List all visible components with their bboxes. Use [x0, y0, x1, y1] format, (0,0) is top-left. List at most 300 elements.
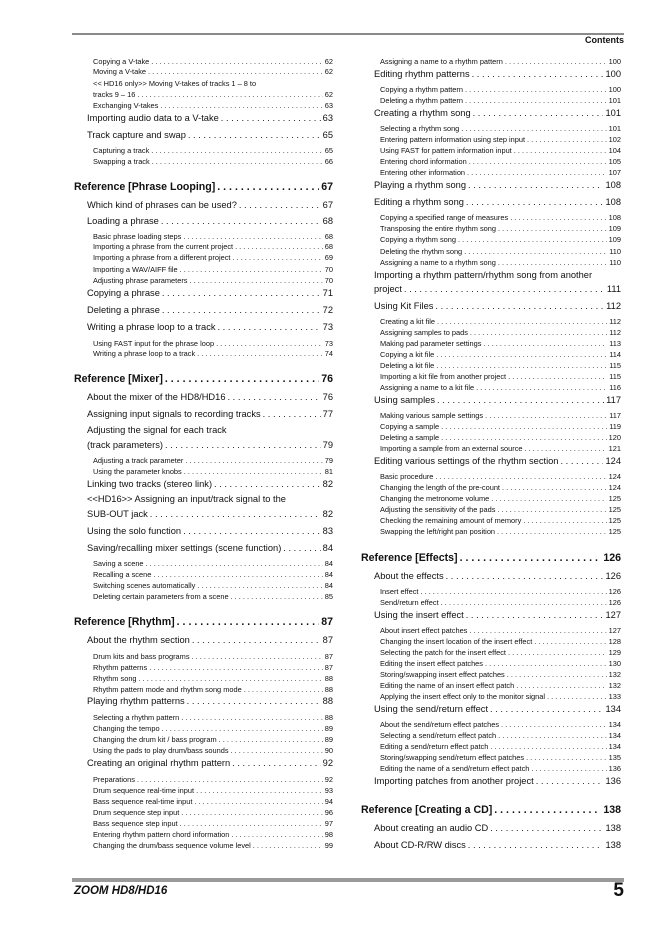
toc-leader-dots	[437, 317, 607, 326]
toc-leader-dots	[187, 696, 321, 706]
toc-entry[interactable]	[361, 527, 621, 536]
toc-entry[interactable]	[361, 157, 621, 166]
toc-entry-title: About CD-R/RW discs	[374, 839, 466, 850]
toc-entry[interactable]	[74, 265, 333, 274]
toc-leader-dots	[180, 819, 323, 828]
toc-entry-page: 102	[608, 134, 621, 144]
toc-entry-page: 65	[324, 145, 333, 155]
toc-entry[interactable]	[361, 456, 621, 466]
toc-entry-title: Using the send/return effect	[374, 703, 489, 714]
toc-entry[interactable]	[361, 692, 621, 701]
toc-entry-page: 117	[606, 394, 621, 405]
toc-entry[interactable]	[74, 494, 333, 504]
toc-entry[interactable]	[74, 685, 333, 694]
toc-entry-title: Rhythm patterns	[93, 662, 148, 672]
toc-entry[interactable]	[361, 637, 621, 646]
toc-entry-page: 125	[608, 504, 621, 514]
toc-entry[interactable]	[361, 704, 621, 714]
toc-leader-dots	[483, 339, 607, 348]
toc-entry-page: 104	[608, 145, 621, 155]
toc-entry-title: Which kind of phrases can be used?	[87, 199, 237, 210]
toc-entry-page: 77	[322, 408, 333, 419]
toc-entry[interactable]	[361, 753, 621, 762]
toc-entry[interactable]	[74, 200, 333, 210]
toc-leader-dots	[466, 610, 604, 620]
toc-leader-dots	[441, 422, 607, 431]
toc-entry-page: 126	[603, 552, 621, 565]
toc-entry-page: 109	[608, 223, 621, 233]
toc-entry[interactable]	[361, 146, 621, 155]
toc-entry-page: 107	[608, 167, 621, 177]
toc-entry-page: 128	[608, 636, 621, 646]
toc-leader-dots	[152, 157, 323, 166]
toc-entry-page: 111	[606, 283, 621, 294]
toc-entry[interactable]	[361, 213, 621, 222]
toc-entry-page: 115	[609, 360, 621, 370]
toc-entry[interactable]	[74, 181, 333, 193]
toc-entry[interactable]	[74, 146, 333, 155]
toc-entry-page: 87	[322, 634, 333, 645]
toc-entry[interactable]	[361, 247, 621, 256]
toc-entry-page: 97	[324, 818, 333, 828]
toc-entry-page: 81	[324, 466, 333, 476]
toc-entry-title: Recalling a scene	[93, 569, 152, 579]
toc-entry-title: Writing a phrase loop to a track	[87, 321, 216, 332]
toc-leader-dots	[192, 652, 323, 661]
toc-entry-page: 121	[608, 443, 621, 453]
toc-entry[interactable]	[74, 392, 333, 402]
toc-entry-title: Basic phrase loading steps	[93, 231, 182, 241]
toc-leader-dots	[501, 720, 607, 729]
toc-leader-dots	[221, 113, 321, 123]
toc-entry[interactable]	[74, 479, 333, 489]
toc-entry[interactable]	[361, 422, 621, 431]
toc-entry-title: Importing a rhythm pattern/rhythm song from another	[374, 269, 593, 280]
toc-entry-title: Importing a phrase from a different project	[93, 252, 231, 262]
toc-entry[interactable]	[361, 85, 621, 94]
toc-entry-page: 136	[605, 775, 621, 786]
toc-entry-title: Editing a send/return effect patch	[380, 741, 489, 751]
toc-entry[interactable]	[74, 232, 333, 241]
toc-leader-dots	[531, 764, 606, 773]
toc-entry[interactable]	[74, 440, 333, 450]
toc-entry-title: Editing a rhythm song	[374, 196, 464, 207]
toc-entry-page: 83	[322, 525, 333, 536]
toc-entry[interactable]	[74, 797, 333, 806]
toc-entry[interactable]	[74, 775, 333, 784]
toc-entry-page: 65	[322, 129, 333, 140]
toc-entry-page: 124	[608, 482, 621, 492]
toc-entry[interactable]	[74, 526, 333, 536]
toc-entry-title: Switching scenes automatically	[93, 580, 196, 590]
toc-entry[interactable]	[361, 444, 621, 453]
toc-entry[interactable]	[74, 349, 333, 358]
toc-entry-page: 130	[608, 658, 621, 668]
toc-entry[interactable]	[361, 804, 621, 816]
toc-leader-dots	[502, 483, 607, 492]
toc-entry-title: Reference [Creating a CD]	[361, 804, 493, 817]
toc-entry-page: 115	[609, 371, 621, 381]
toc-entry[interactable]	[74, 409, 333, 419]
toc-entry[interactable]	[74, 592, 333, 601]
toc-entry-title: Writing a phrase loop to a track	[93, 348, 196, 358]
toc-entry-title: Making pad parameter settings	[380, 338, 482, 348]
toc-entry[interactable]	[74, 276, 333, 285]
toc-entry-title: Playing rhythm patterns	[87, 695, 185, 706]
toc-entry[interactable]	[361, 571, 621, 581]
toc-entry-page: 63	[322, 112, 333, 123]
toc-entry-title: Selecting a rhythm song	[380, 123, 460, 133]
toc-entry[interactable]	[361, 681, 621, 690]
toc-entry-page: 87	[321, 616, 333, 629]
toc-leader-dots	[180, 265, 323, 274]
toc-entry[interactable]	[361, 317, 621, 326]
toc-entry[interactable]	[74, 830, 333, 839]
toc-entry-page: 82	[322, 508, 333, 519]
toc-entry[interactable]	[361, 135, 621, 144]
page-header-title: Contents	[585, 35, 624, 45]
toc-entry-page: 96	[324, 807, 333, 817]
toc-entry[interactable]	[361, 180, 621, 190]
toc-entry[interactable]	[361, 197, 621, 207]
toc-entry-title: Creating an original rhythm pattern	[87, 757, 231, 768]
toc-entry-title: About the rhythm section	[87, 634, 190, 645]
toc-entry-title: Assigning samples to pads	[380, 327, 468, 337]
toc-entry-page: 101	[605, 107, 621, 118]
toc-entry-title: Drum kits and bass programs	[93, 651, 190, 661]
toc-entry[interactable]	[74, 425, 333, 435]
toc-entry[interactable]	[74, 57, 333, 66]
toc-entry[interactable]	[74, 724, 333, 733]
toc-entry[interactable]	[361, 69, 621, 79]
toc-entry[interactable]	[74, 663, 333, 672]
toc-entry-title: Checking the remaining amount of memory	[380, 515, 522, 525]
toc-entry-title: About creating an audio CD	[374, 822, 489, 833]
toc-entry-page: 67	[321, 181, 333, 194]
toc-entry-page: 68	[324, 241, 333, 251]
toc-entry[interactable]	[74, 713, 333, 722]
toc-entry-page: 112	[609, 327, 621, 337]
toc-entry-page: 73	[324, 338, 333, 348]
toc-entry[interactable]	[361, 383, 621, 392]
toc-entry[interactable]	[74, 735, 333, 744]
toc-entry-page: 98	[324, 829, 333, 839]
toc-leader-dots	[177, 616, 320, 628]
toc-leader-dots	[497, 505, 606, 514]
toc-entry[interactable]	[74, 90, 333, 99]
toc-entry[interactable]	[361, 494, 621, 503]
toc-entry[interactable]	[74, 322, 333, 332]
toc-entry-page: 135	[608, 752, 621, 762]
toc-entry[interactable]	[74, 305, 333, 315]
toc-entry[interactable]	[74, 570, 333, 579]
toc-entry-title: (track parameters)	[87, 439, 163, 450]
toc-entry-title: Entering chord information	[380, 156, 467, 166]
toc-leader-dots	[192, 635, 321, 645]
toc-entry[interactable]	[361, 301, 621, 311]
toc-entry-page: 73	[322, 321, 333, 332]
toc-entry-title: Importing a sample from an external source	[380, 443, 523, 453]
toc-entry[interactable]	[361, 742, 621, 751]
toc-entry-title: Creating a kit file	[380, 316, 436, 326]
toc-entry[interactable]	[361, 168, 621, 177]
toc-leader-dots	[514, 146, 607, 155]
toc-leader-dots	[214, 479, 321, 489]
toc-entry[interactable]	[74, 101, 333, 110]
toc-entry-page: 88	[324, 673, 333, 683]
toc-leader-dots	[146, 559, 323, 568]
toc-entry-title: Creating a rhythm song	[374, 107, 471, 118]
toc-entry[interactable]	[74, 157, 333, 166]
toc-entry[interactable]	[361, 108, 621, 118]
toc-entry-title: Changing the metronome volume	[380, 493, 490, 503]
toc-entry-page: 88	[322, 695, 333, 706]
toc-entry-title: Copying a specified range of measures	[380, 212, 509, 222]
toc-entry-page: 124	[608, 471, 621, 481]
toc-entry-title: Using the insert effect	[374, 609, 464, 620]
toc-entry[interactable]	[361, 235, 621, 244]
toc-entry-page: 138	[605, 822, 621, 833]
toc-entry-page: 68	[324, 231, 333, 241]
toc-leader-dots	[464, 247, 607, 256]
toc-entry[interactable]	[74, 746, 333, 755]
toc-entry-title: Using the solo function	[87, 525, 182, 536]
toc-entry[interactable]	[74, 543, 333, 553]
toc-entry-title: Storing/swapping insert effect patches	[380, 669, 505, 679]
toc-entry-page: 101	[608, 123, 621, 133]
toc-entry-title: Linking two tracks (stereo link)	[87, 478, 213, 489]
toc-entry-title: Changing the insert location of the insert effect	[380, 636, 533, 646]
toc-entry[interactable]	[74, 786, 333, 795]
toc-entry[interactable]	[361, 361, 621, 370]
toc-entry-page: 110	[609, 246, 621, 256]
toc-entry-page: 117	[609, 410, 621, 420]
toc-entry[interactable]	[361, 57, 621, 66]
toc-entry-page: 136	[608, 763, 621, 773]
toc-entry[interactable]	[74, 559, 333, 568]
toc-entry[interactable]	[74, 113, 333, 123]
toc-entry[interactable]	[361, 350, 621, 359]
toc-entry[interactable]	[361, 284, 621, 294]
toc-entry-page: 101	[608, 95, 621, 105]
toc-entry-title: Drum sequence real-time input	[93, 785, 195, 795]
toc-entry-title: Loading a phrase	[87, 215, 159, 226]
toc-entry[interactable]	[74, 130, 333, 140]
toc-leader-dots	[148, 67, 323, 76]
toc-leader-dots	[485, 411, 607, 420]
toc-leader-dots	[435, 472, 606, 481]
toc-entry-page: 125	[608, 515, 621, 525]
toc-entry-page: 126	[605, 570, 621, 581]
toc-entry[interactable]	[74, 581, 333, 590]
toc-entry-title: SUB-OUT jack	[87, 508, 148, 519]
toc-entry[interactable]	[361, 224, 621, 233]
toc-entry-page: 108	[605, 179, 621, 190]
toc-entry-title: Importing audio data to a V-take	[87, 112, 219, 123]
toc-entry[interactable]	[361, 587, 621, 596]
toc-entry-title: Editing various settings of the rhythm section	[374, 455, 559, 466]
toc-entry-title: Copying a phrase	[87, 287, 160, 298]
toc-entry[interactable]	[361, 339, 621, 348]
toc-entry-title: Moving a V-take	[93, 66, 146, 76]
toc-leader-dots	[404, 284, 605, 294]
toc-entry[interactable]	[361, 258, 621, 267]
toc-entry[interactable]	[74, 509, 333, 519]
toc-entry[interactable]	[74, 373, 333, 385]
toc-entry[interactable]	[361, 598, 621, 607]
toc-entry[interactable]	[74, 696, 333, 706]
toc-entry-title: Transposing the entire rhythm song	[380, 223, 496, 233]
toc-entry-page: 62	[324, 89, 333, 99]
page-number: 5	[613, 880, 624, 901]
toc-entry-page: 113	[609, 338, 621, 348]
toc-entry-title: Importing a kit file from another project	[380, 371, 507, 381]
toc-entry[interactable]	[361, 483, 621, 492]
toc-entry-title: Reference [Phrase Looping]	[74, 181, 216, 194]
toc-entry-page: 120	[608, 432, 621, 442]
toc-entry[interactable]	[361, 840, 621, 850]
toc-leader-dots	[244, 685, 323, 694]
toc-entry-page: 94	[324, 796, 333, 806]
toc-leader-dots	[216, 339, 323, 348]
toc-entry-page: 114	[609, 349, 621, 359]
toc-entry[interactable]	[74, 616, 333, 628]
toc-entry[interactable]	[74, 467, 333, 476]
toc-leader-dots	[523, 516, 606, 525]
toc-leader-dots	[534, 637, 606, 646]
toc-entry-page: 84	[324, 580, 333, 590]
toc-entry-title: Copying a V-take	[93, 56, 150, 66]
toc-entry[interactable]	[361, 124, 621, 133]
toc-entry[interactable]	[361, 776, 621, 786]
toc-entry-title: Using samples	[374, 394, 435, 405]
toc-leader-dots	[231, 746, 323, 755]
toc-entry[interactable]	[74, 758, 333, 768]
toc-entry-title: Using FAST input for the phrase loop	[93, 338, 215, 348]
toc-leader-dots	[508, 648, 607, 657]
toc-entry-title: Editing the name of an insert effect patch	[380, 680, 515, 690]
toc-entry[interactable]	[361, 395, 621, 405]
toc-entry[interactable]	[361, 626, 621, 635]
toc-entry[interactable]	[361, 670, 621, 679]
toc-entry-page: 125	[608, 493, 621, 503]
toc-leader-dots	[188, 130, 321, 140]
toc-entry-title: Storing/swapping send/return effect patches	[380, 752, 525, 762]
toc-entry-title: << HD16 only>> Moving V-takes of tracks 1 – 8 to	[93, 78, 257, 88]
toc-entry-page: 63	[324, 100, 333, 110]
toc-entry[interactable]	[361, 411, 621, 420]
toc-entry-title: Exchanging V-takes	[93, 100, 159, 110]
toc-entry[interactable]	[361, 552, 621, 564]
toc-entry[interactable]	[361, 731, 621, 740]
toc-entry[interactable]	[74, 288, 333, 298]
toc-leader-dots	[560, 456, 603, 466]
toc-leader-dots	[507, 670, 607, 679]
toc-entry-title: Copying a rhythm pattern	[380, 84, 463, 94]
toc-entry[interactable]	[74, 841, 333, 850]
toc-entry-title: Saving a scene	[93, 558, 144, 568]
toc-leader-dots	[498, 224, 607, 233]
toc-entry[interactable]	[361, 610, 621, 620]
toc-leader-dots	[494, 804, 601, 816]
toc-leader-dots	[446, 571, 604, 581]
toc-entry[interactable]	[74, 67, 333, 76]
toc-leader-dots	[183, 526, 321, 536]
toc-entry[interactable]	[74, 79, 333, 88]
toc-entry[interactable]	[361, 433, 621, 442]
toc-leader-dots	[458, 235, 607, 244]
toc-entry[interactable]	[361, 823, 621, 833]
toc-leader-dots	[160, 101, 322, 110]
toc-entry[interactable]	[74, 635, 333, 645]
toc-entry[interactable]	[74, 808, 333, 817]
toc-entry[interactable]	[74, 242, 333, 251]
toc-entry-title: Preparations	[93, 774, 135, 784]
toc-entry-page: 134	[608, 719, 621, 729]
toc-entry-page: 87	[324, 651, 333, 661]
toc-entry-page: 88	[324, 712, 333, 722]
toc-entry[interactable]	[361, 505, 621, 514]
toc-leader-dots	[190, 276, 323, 285]
toc-leader-dots	[217, 181, 319, 193]
toc-entry[interactable]	[74, 652, 333, 661]
toc-entry[interactable]	[361, 372, 621, 381]
footer-doc-title: ZOOM HD8/HD16	[74, 885, 168, 897]
toc-leader-dots	[441, 598, 607, 607]
toc-leader-dots	[183, 232, 322, 241]
toc-entry-title: tracks 9 – 16	[93, 89, 136, 99]
toc-leader-dots	[231, 592, 323, 601]
toc-entry-page: 70	[324, 275, 333, 285]
toc-leader-dots	[162, 305, 321, 315]
toc-entry[interactable]	[361, 96, 621, 105]
toc-entry-page: 124	[605, 455, 621, 466]
toc-entry-page: 68	[322, 215, 333, 226]
toc-leader-dots	[197, 349, 323, 358]
toc-leader-dots	[231, 830, 322, 839]
toc-entry-title: Swapping the left/right pan position	[380, 526, 496, 536]
toc-entry-title: Using the parameter knobs	[93, 466, 182, 476]
toc-leader-dots	[508, 372, 607, 381]
toc-entry-page: 92	[322, 757, 333, 768]
toc-entry-title: Applying the insert effect only to the monitor signal	[380, 691, 546, 701]
toc-entry[interactable]	[361, 764, 621, 773]
toc-leader-dots	[149, 663, 323, 672]
toc-entry-title: Deleting a rhythm pattern	[380, 95, 463, 105]
toc-entry[interactable]	[361, 472, 621, 481]
toc-entry[interactable]	[361, 648, 621, 657]
toc-entry[interactable]	[361, 328, 621, 337]
toc-entry-title: Drum sequence step input	[93, 807, 180, 817]
toc-entry[interactable]	[361, 659, 621, 668]
toc-entry-title: Playing a rhythm song	[374, 179, 466, 190]
toc-entry[interactable]	[74, 819, 333, 828]
toc-entry[interactable]	[74, 456, 333, 465]
toc-entry[interactable]	[361, 720, 621, 729]
toc-leader-dots	[490, 823, 603, 833]
toc-leader-dots	[465, 85, 607, 94]
toc-entry[interactable]	[74, 216, 333, 226]
toc-entry-title: Selecting a rhythm pattern	[93, 712, 180, 722]
toc-entry[interactable]	[361, 516, 621, 525]
toc-entry[interactable]	[361, 270, 621, 280]
toc-entry[interactable]	[74, 253, 333, 262]
toc-entry[interactable]	[74, 339, 333, 348]
toc-entry-page: 72	[322, 304, 333, 315]
toc-leader-dots	[139, 674, 323, 683]
toc-leader-dots	[137, 90, 322, 99]
toc-entry[interactable]	[74, 674, 333, 683]
